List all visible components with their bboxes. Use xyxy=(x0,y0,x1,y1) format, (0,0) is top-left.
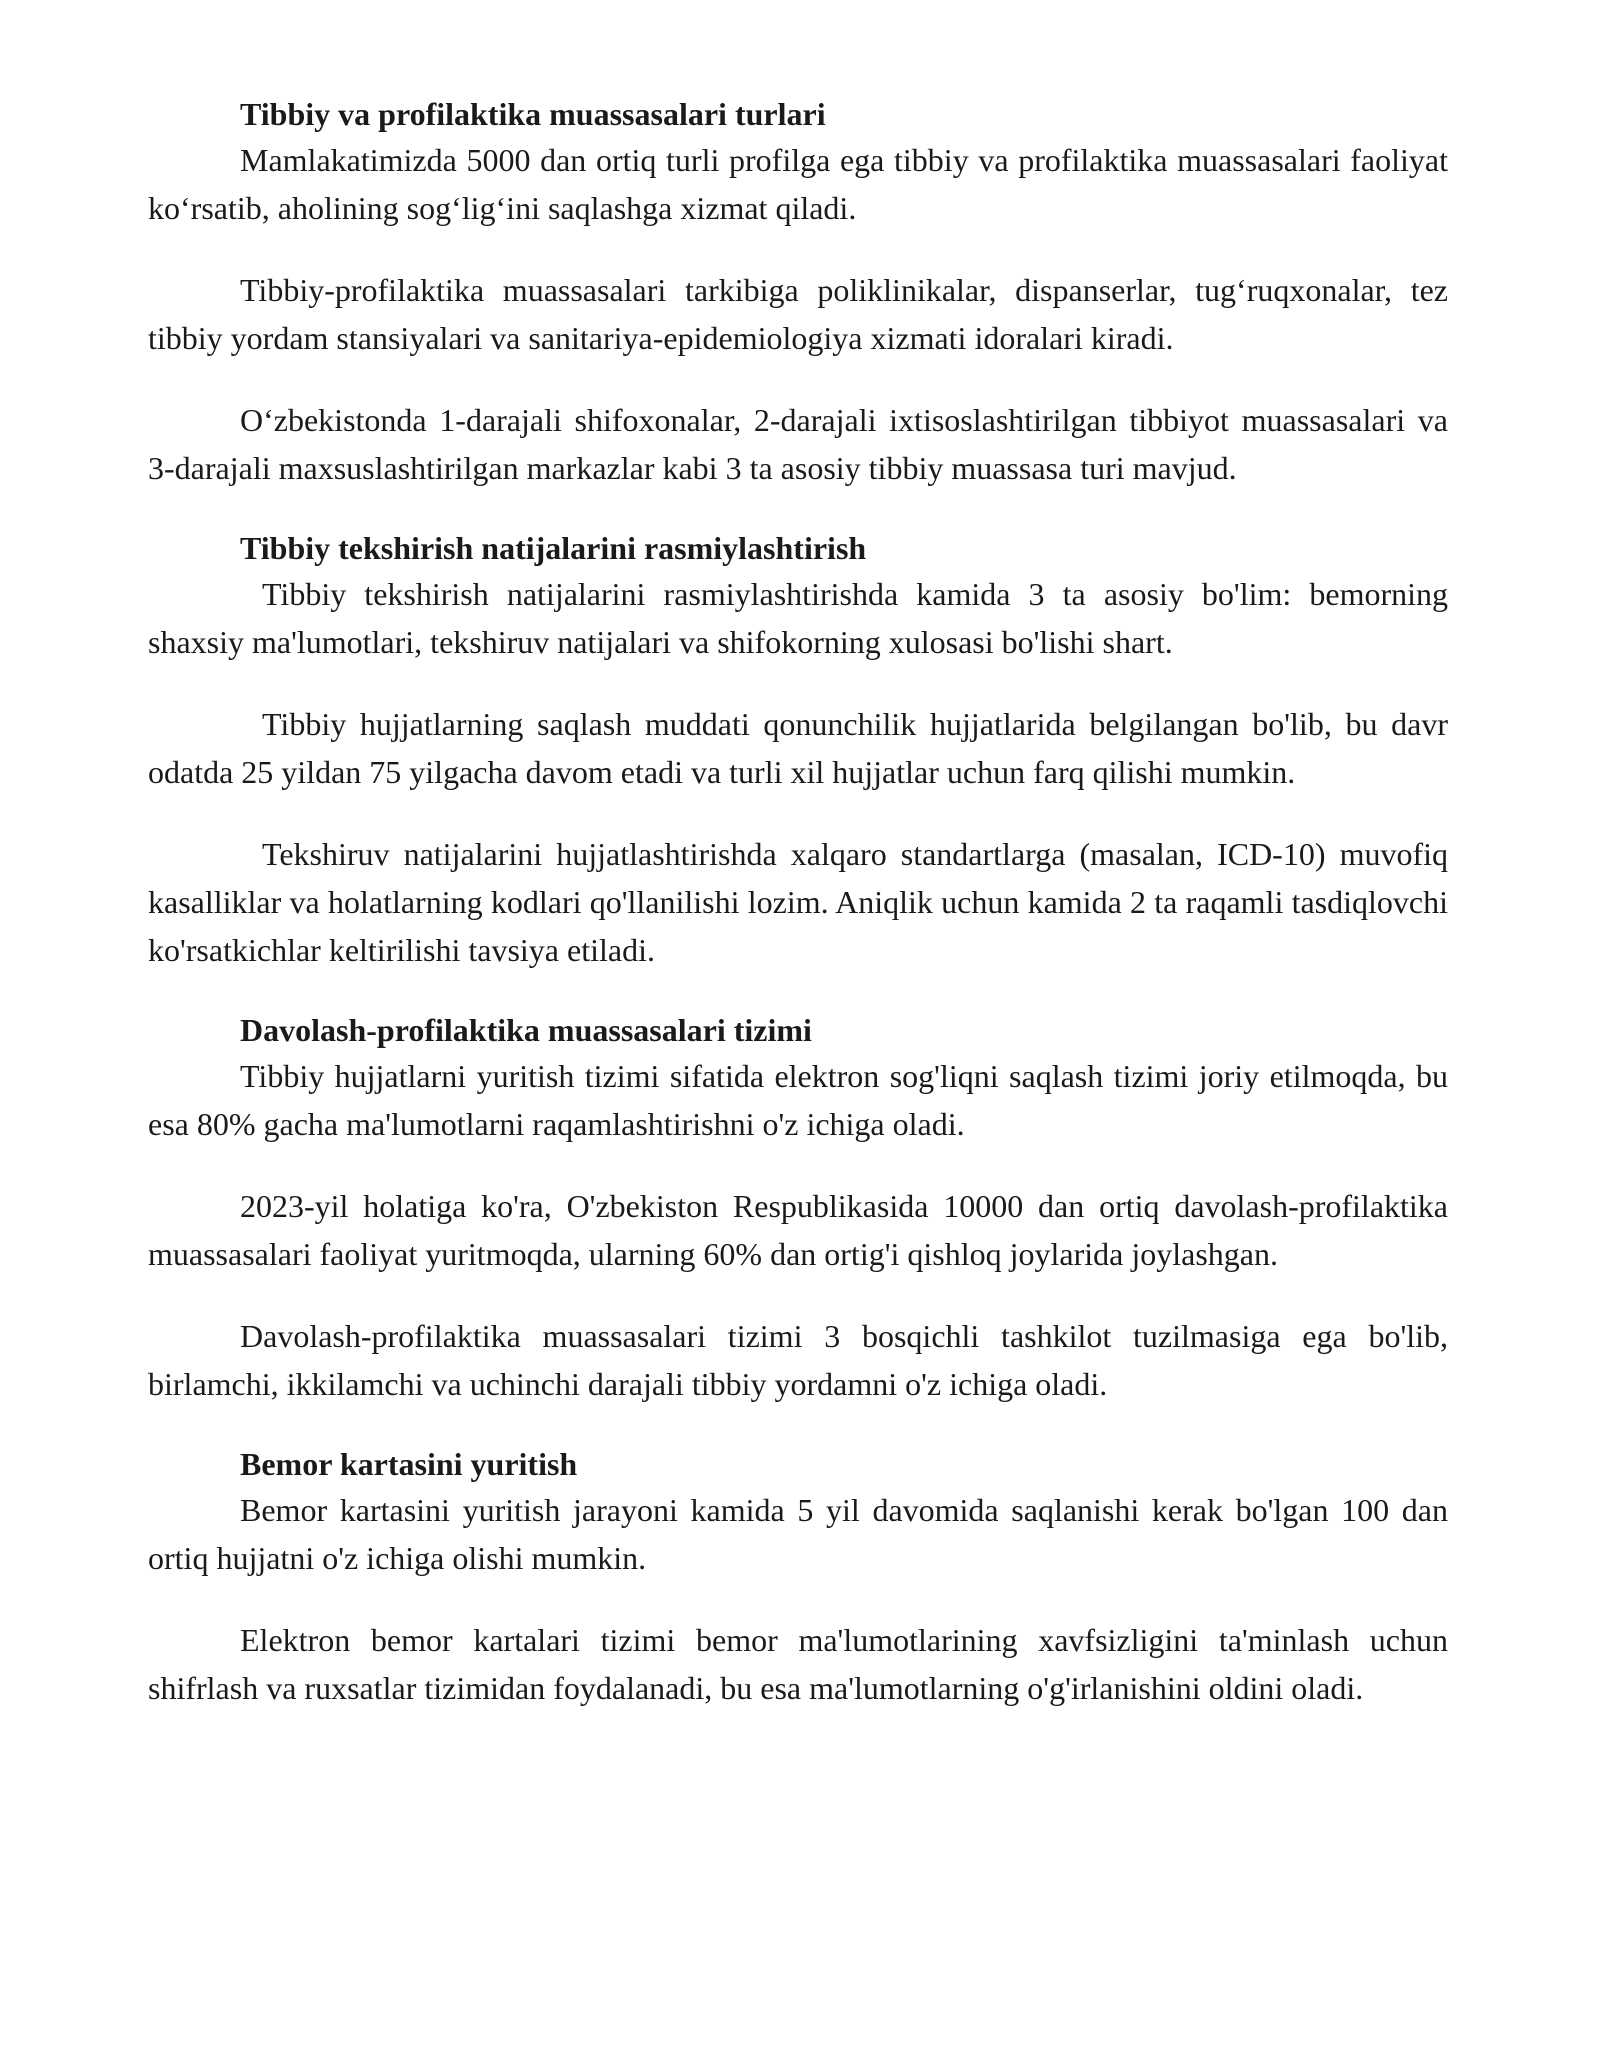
document-page xyxy=(148,92,1448,1712)
section-medical-institution-types xyxy=(148,92,1448,492)
section-heading: Tibbiy va profilaktika muassasalari turlari xyxy=(240,96,826,132)
paragraph: Elektron bemor kartalari tizimi bemor ma'lumotlarining xavfsizligini ta'minlash uchun shifrlash va ruxsatlar tizimidan foydalanadi, bu esa ma'lumotlarning o'g'irlanishini oldini oladi. xyxy=(148,1622,1448,1706)
section-patient-card-management xyxy=(148,1442,1448,1712)
section-treatment-prevention-system xyxy=(148,1008,1448,1408)
paragraph: Bemor kartasini yuritish jarayoni kamida 5 yil davomida saqlanishi kerak bo'lgan 100 dan ortiq hujjatni o'z ichiga olishi mumkin. xyxy=(148,1492,1448,1576)
paragraph: Tibbiy tekshirish natijalarini rasmiylashtirishda kamida 3 ta asosiy bo'lim: bemorning shaxsiy ma'lumotlari, tekshiruv natijalari va shifokorning xulosasi bo'lishi shart. xyxy=(148,576,1448,660)
paragraph: Davolash-profilaktika muassasalari tizimi 3 bosqichli tashkilot tuzilmasiga ega bo'lib, birlamchi, ikkilamchi va uchinchi darajali tibbiy yordamni o'z ichiga oladi. xyxy=(148,1318,1448,1402)
paragraph: Tibbiy hujjatlarning saqlash muddati qonunchilik hujjatlarida belgilangan bo'lib, bu davr odatda 25 yildan 75 yilgacha davom etadi va turli xil hujjatlar uchun farq qilishi mumkin. xyxy=(148,706,1448,790)
section-heading: Davolash-profilaktika muassasalari tizimi xyxy=(240,1012,812,1048)
paragraph: Tekshiruv natijalarini hujjatlashtirishda xalqaro standartlarga (masalan, ICD-10) muvofiq kasalliklar va holatlarning kodlari qo'llanilishi lozim. Aniqlik uchun kamida 2 ta raqamli tasdiqlovchi ko'rsatkichlar keltirilishi tavsiya etiladi. xyxy=(148,836,1448,968)
section-exam-results-documentation xyxy=(148,526,1448,974)
paragraph: Tibbiy hujjatlarni yuritish tizimi sifatida elektron sog'liqni saqlash tizimi joriy etilmoqda, bu esa 80% gacha ma'lumotlarni raqamlashtirishni o'z ichiga oladi. xyxy=(148,1058,1448,1142)
section-heading: Tibbiy tekshirish natijalarini rasmiylashtirish xyxy=(240,530,867,566)
section-heading: Bemor kartasini yuritish xyxy=(240,1446,578,1482)
paragraph: Mamlakatimizda 5000 dan ortiq turli profilga ega tibbiy va profilaktika muassasalari faoliyat koʻrsatib, aholining sogʻligʻini saqlashga xizmat qiladi. xyxy=(148,142,1448,226)
paragraph: Tibbiy-profilaktika muassasalari tarkibiga poliklinikalar, dispanserlar, tugʻruqxonalar, tez tibbiy yordam stansiyalari va sanitariya-epidemiologiya xizmati idoralari kiradi. xyxy=(148,272,1448,356)
paragraph: Oʻzbekistonda 1-darajali shifoxonalar, 2-darajali ixtisoslashtirilgan tibbiyot muassasalari va 3-darajali maxsuslashtirilgan markazlar kabi 3 ta asosiy tibbiy muassasa turi mavjud. xyxy=(148,402,1448,486)
paragraph: 2023-yil holatiga ko'ra, O'zbekiston Respublikasida 10000 dan ortiq davolash-profilaktika muassasalari faoliyat yuritmoqda, ularning 60% dan ortig'i qishloq joylarida joylashgan. xyxy=(148,1188,1448,1272)
